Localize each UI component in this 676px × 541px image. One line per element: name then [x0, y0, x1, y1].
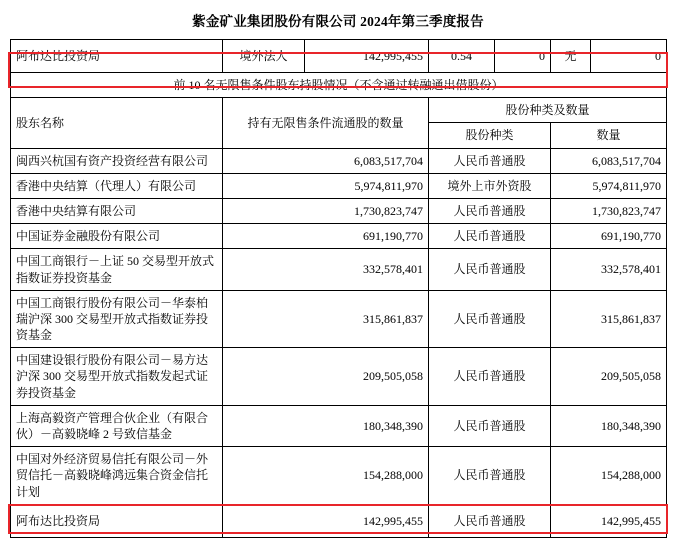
table-row: [11, 348, 667, 406]
cell-share-count: 315,861,837: [551, 290, 667, 348]
cell-share-count: 180,348,390: [551, 405, 667, 446]
table-row-abu-dhabi-bottom: [11, 504, 667, 537]
cell-unrestricted-shares: 1,730,823,747: [223, 198, 429, 223]
cell-unrestricted-shares: 315,861,837: [223, 290, 429, 348]
cell-shares-held: 142,995,455: [305, 40, 429, 73]
header-unrestricted-shares: 持有无限售条件流通股的数量: [223, 98, 429, 148]
cell-share-type: 人民币普通股: [429, 249, 551, 290]
table-row: [11, 405, 667, 446]
cell-share-count: 332,578,401: [551, 249, 667, 290]
shareholder-table: [10, 39, 667, 538]
cell-share-type: 人民币普通股: [429, 198, 551, 223]
cell-share-count: 691,190,770: [551, 224, 667, 249]
cell-pledge-mark: 无: [551, 40, 591, 73]
cell-shareholder-name: 中国工商银行－上证 50 交易型开放式指数证券投资基金: [11, 249, 223, 290]
cell-shareholder-name: 阿布达比投资局: [11, 504, 223, 537]
cell-unrestricted-shares: 209,505,058: [223, 348, 429, 406]
table-row: [11, 224, 667, 249]
cell-shareholder-name: 闽西兴杭国有资产投资经营有限公司: [11, 148, 223, 173]
cell-share-type: 境外上市外资股: [429, 173, 551, 198]
cell-section-note: 前 10 名无限售条件股东持股情况（不含通过转融通出借股份）: [11, 73, 667, 98]
table-row: [11, 249, 667, 290]
cell-unrestricted-shares: 691,190,770: [223, 224, 429, 249]
cell-shareholder-name: 香港中央结算有限公司: [11, 198, 223, 223]
cell-share-type: 人民币普通股: [429, 405, 551, 446]
cell-share-type: 人民币普通股: [429, 290, 551, 348]
cell-shareholder-name: 上海高毅资产管理合伙企业（有限合伙）－高毅晓峰 2 号致信基金: [11, 405, 223, 446]
cell-restricted-shares: 0: [495, 40, 551, 73]
cell-shareholder-name: 中国工商银行股份有限公司－华泰柏瑞沪深 300 交易型开放式指数证券投资基金: [11, 290, 223, 348]
header-share-type-and-count: 股份种类及数量: [429, 98, 667, 123]
cell-share-count: 142,995,455: [551, 504, 667, 537]
cell-unrestricted-shares: 154,288,000: [223, 447, 429, 505]
cell-unrestricted-shares: 180,348,390: [223, 405, 429, 446]
table-row-abu-dhabi-top: [11, 40, 667, 73]
cell-share-type: 人民币普通股: [429, 447, 551, 505]
cell-ratio: 0.54: [429, 40, 495, 73]
cell-shareholder-name: 中国建设银行股份有限公司－易方达沪深 300 交易型开放式指数发起式证券投资基金: [11, 348, 223, 406]
table-row: [11, 290, 667, 348]
cell-share-count: 154,288,000: [551, 447, 667, 505]
cell-unrestricted-shares: 142,995,455: [223, 504, 429, 537]
header-share-type: 股份种类: [429, 123, 551, 148]
cell-share-type: 人民币普通股: [429, 148, 551, 173]
cell-share-count: 6,083,517,704: [551, 148, 667, 173]
cell-shareholder-name: 中国对外经济贸易信托有限公司－外贸信托－高毅晓峰鸿远集合资金信托计划: [11, 447, 223, 505]
page-title: 紫金矿业集团股份有限公司 2024年第三季度报告: [192, 14, 484, 29]
cell-unrestricted-shares: 5,974,811,970: [223, 173, 429, 198]
cell-share-count: 209,505,058: [551, 348, 667, 406]
cell-shareholder-name: 阿布达比投资局: [11, 40, 223, 73]
cell-shareholder-nature: 境外法人: [223, 40, 305, 73]
header-share-count: 数量: [551, 123, 667, 148]
table-row-section-note: [11, 73, 667, 98]
table-row: [11, 198, 667, 223]
cell-share-type: 人民币普通股: [429, 348, 551, 406]
cell-share-type: 人民币普通股: [429, 504, 551, 537]
cell-share-type: 人民币普通股: [429, 224, 551, 249]
table-row: [11, 148, 667, 173]
table-row: [11, 173, 667, 198]
cell-pledge-count: 0: [591, 40, 667, 73]
cell-share-count: 1,730,823,747: [551, 198, 667, 223]
cell-unrestricted-shares: 332,578,401: [223, 249, 429, 290]
table-row: [11, 447, 667, 505]
cell-unrestricted-shares: 6,083,517,704: [223, 148, 429, 173]
header-shareholder-name: 股东名称: [11, 98, 223, 148]
cell-shareholder-name: 中国证券金融股份有限公司: [11, 224, 223, 249]
cell-shareholder-name: 香港中央结算（代理人）有限公司: [11, 173, 223, 198]
table-header-row-1: [11, 98, 667, 123]
cell-share-count: 5,974,811,970: [551, 173, 667, 198]
